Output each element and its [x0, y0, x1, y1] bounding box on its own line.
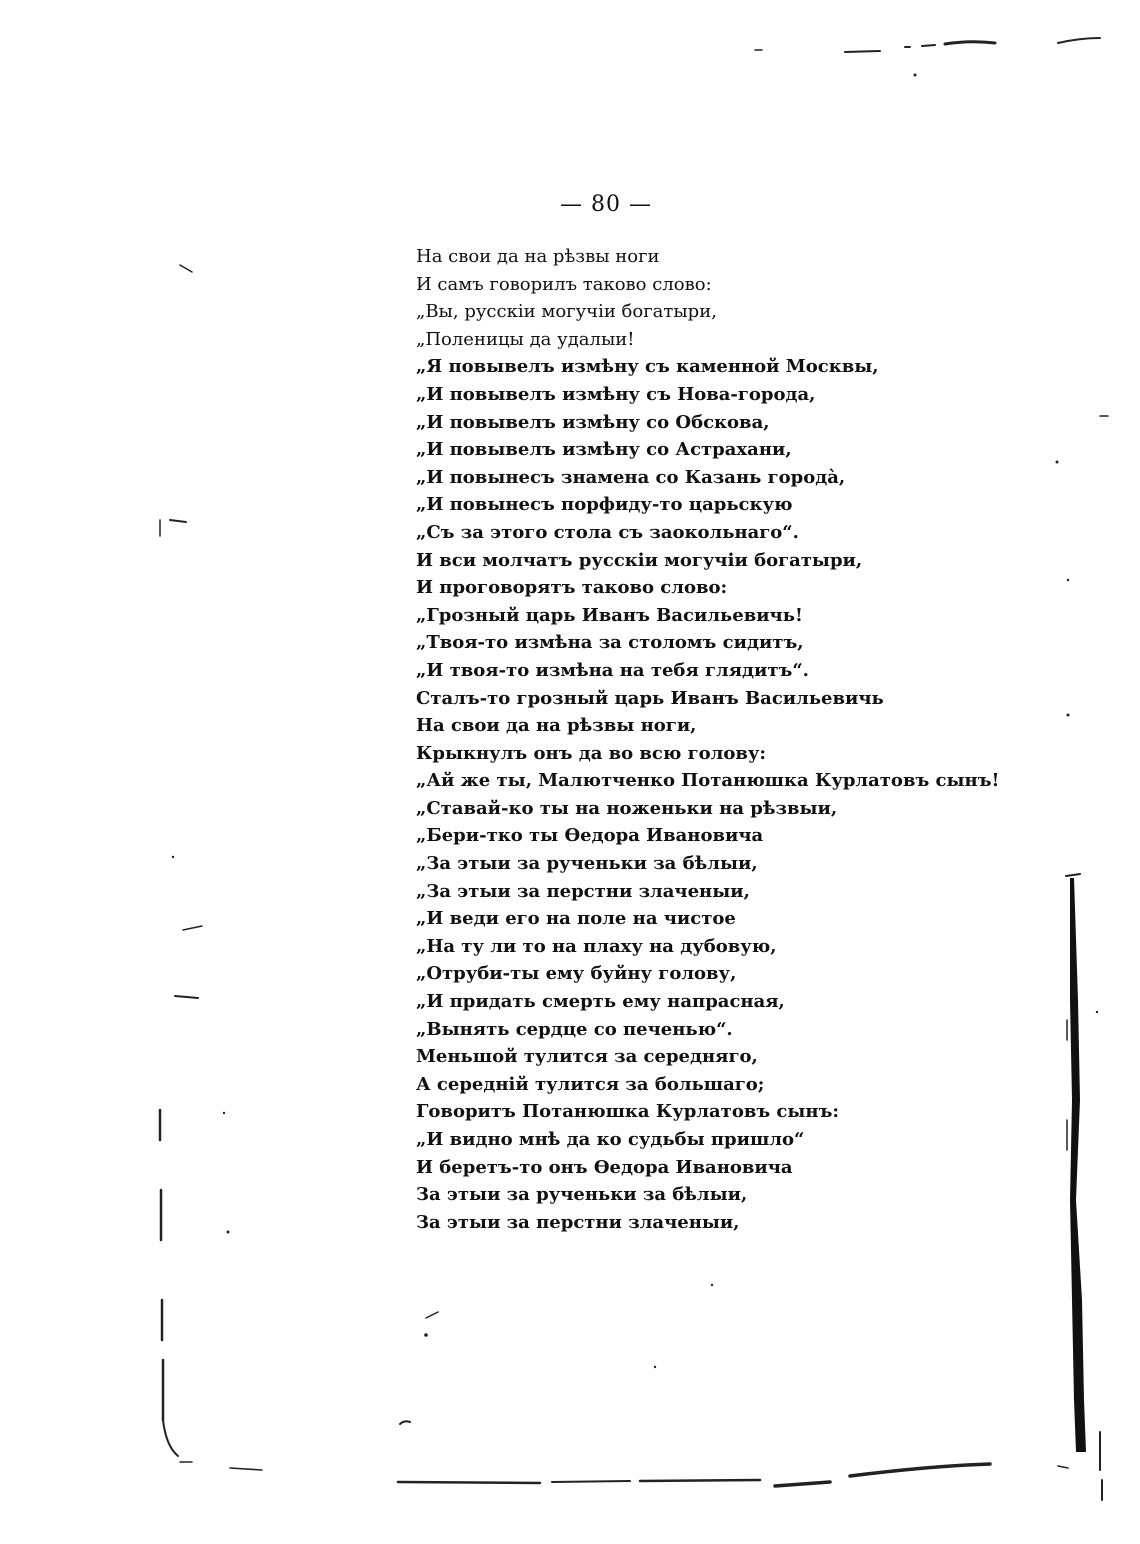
poem-line: „И повывелъ измѣну со Обскова, — [416, 411, 770, 433]
poem-line: За этыи за рученьки за бѣлыи, — [416, 1184, 748, 1206]
poem-text — [416, 243, 1056, 1236]
page-number: — 80 — — [560, 192, 652, 217]
poem-line: На свои да на рѣзвы ноги — [416, 246, 660, 267]
poem-line: „И веди его на поле на чистое — [416, 908, 736, 930]
poem-line: „Грозный царь Иванъ Васильевичь! — [416, 604, 803, 626]
poem-line: „И повывелъ измѣну съ Нова-города, — [416, 383, 816, 405]
poem-line: Говоритъ Потанюшка Курлатовъ сынъ: — [416, 1101, 840, 1123]
poem-line: „Бери-тко ты Ѳедора Ивановича — [416, 825, 764, 847]
poem-line: „Вы, русскіи могучіи богатыри, — [416, 301, 717, 323]
poem-line: „Ставай-ко ты на ноженьки на рѣзвыи, — [416, 797, 838, 819]
poem-line: „Я повывелъ измѣну съ каменной Москвы, — [416, 356, 879, 378]
poem-line: И вси молчатъ русскіи могучіи богатыри, — [416, 549, 863, 571]
poem-line: „И повынесъ знамена со Казань городà, — [416, 466, 846, 488]
poem-line: И самъ говорилъ таково слово: — [416, 273, 712, 295]
poem-line: „И видно мнѣ да ко судьбы пришло“ — [416, 1129, 805, 1150]
poem-line: И беретъ-то онъ Ѳедора Ивановича — [416, 1156, 793, 1178]
poem-line: „И твоя-то измѣна на тебя глядитъ“. — [416, 659, 809, 681]
poem-line: „Съ за этого стола съ заокольнаго“. — [416, 521, 799, 543]
poem-line: На свои да на рѣзвы ноги, — [416, 715, 697, 737]
poem-line: Сталъ-то грозный царь Иванъ Васильевичь — [416, 687, 884, 709]
poem-line: „Поленицы да удалыи! — [416, 328, 635, 350]
poem-line: „За этыи за перстни злаченыи, — [416, 880, 750, 902]
poem-line: А середній тулится за большаго; — [416, 1073, 765, 1095]
poem-line: „Отруби-ты ему буйну голову, — [416, 963, 737, 985]
poem-line: „И повывелъ измѣну со Астрахани, — [416, 439, 792, 461]
poem-line: „Вынять сердце со печенью“. — [416, 1018, 733, 1040]
poem-line: „И придать смерть ему напрасная, — [416, 991, 785, 1013]
poem-line: И проговорятъ таково слово: — [416, 577, 728, 599]
poem-line: Меньшой тулится за середняго, — [416, 1046, 758, 1068]
poem-line: „Твоя-то измѣна за столомъ сидитъ, — [416, 632, 804, 654]
poem-line: Крыкнулъ онъ да во всю голову: — [416, 742, 767, 764]
poem-line: „На ту ли то на плаху на дубовую, — [416, 935, 777, 957]
poem-line: „Ай же ты, Малютченко Потанюшка Курлатовъ сынъ! — [416, 770, 1000, 792]
poem-line: „За этыи за рученьки за бѣлыи, — [416, 853, 758, 875]
poem-line: За этыи за перстни злаченыи, — [416, 1211, 740, 1233]
poem-line: „И повынесъ порфиду-то царьскую — [416, 494, 793, 516]
